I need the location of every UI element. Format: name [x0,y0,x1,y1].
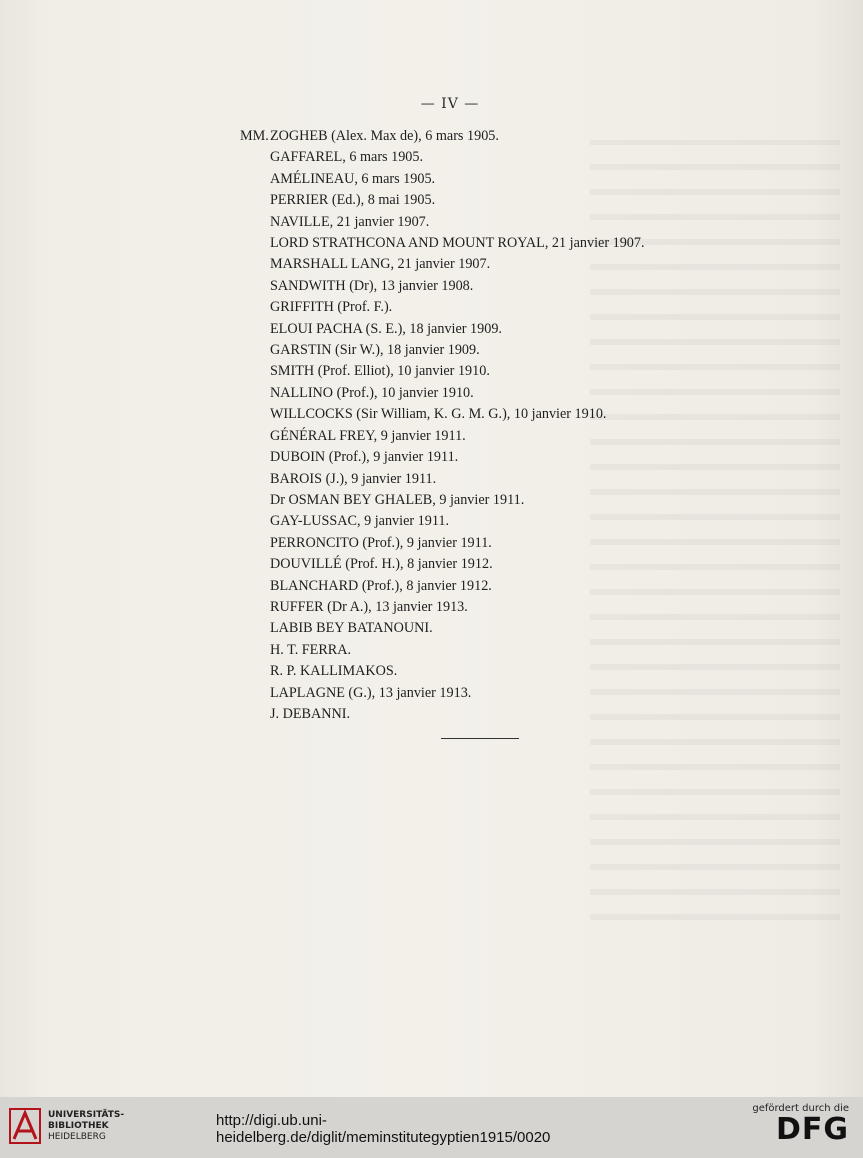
library-name-line: UNIVERSITÄTS- [48,1109,125,1120]
viewer-footer [0,1097,863,1158]
list-item: NALLINO (Prof.), 10 janvier 1910. [270,384,474,401]
list-item: GAFFAREL, 6 mars 1905. [270,149,424,166]
list-item: AMÉLINEAU, 6 mars 1905. [270,170,436,187]
list-item: LAPLAGNE (G.), 13 janvier 1913. [270,684,472,701]
list-item: SMITH (Prof. Elliot), 10 janvier 1910. [270,363,490,380]
list-item: WILLCOCKS (Sir William, K. G. M. G.), 10 janvier 1910. [270,406,607,423]
dfg-logo: DFG [775,1112,849,1147]
list-item: Dr OSMAN BEY GHALEB, 9 janvier 1911. [270,491,525,508]
library-name [48,1110,124,1143]
end-rule [441,738,519,739]
list-item: H. T. FERRA. [270,641,352,658]
list-item: DOUVILLÉ (Prof. H.), 8 janvier 1912. [270,556,493,573]
funder-badge[interactable] [752,1103,849,1146]
list-item: BLANCHARD (Prof.), 8 janvier 1912. [270,577,492,594]
list-item: LORD STRATHCONA AND MOUNT ROYAL, 21 janvier 1907. [270,235,645,252]
library-seal-icon [8,1105,42,1147]
library-name-line: HEIDELBERG [48,1131,106,1142]
list-item: GÉNÉRAL FREY, 9 janvier 1911. [270,427,466,444]
list-item: MM.ZOGHEB (Alex. Max de), 6 mars 1905. [240,126,645,147]
list-item: PERRIER (Ed.), 8 mai 1905. [270,192,436,209]
list-item: SANDWITH (Dr), 13 janvier 1908. [270,277,474,294]
list-item: MARSHALL LANG, 21 janvier 1907. [270,256,491,273]
list-item: R. P. KALLIMAKOS. [270,663,398,680]
library-logo[interactable] [8,1105,124,1147]
page-folio: — IV — [420,96,480,112]
list-item: GAY-LUSSAC, 9 janvier 1911. [270,513,450,530]
member-list [240,126,645,725]
list-item: PERRONCITO (Prof.), 9 janvier 1911. [270,534,492,551]
funding-text: gefördert durch die [752,1103,849,1114]
list-item: J. DEBANNI. [270,705,350,722]
list-item: NAVILLE, 21 janvier 1907. [270,213,430,230]
permalink-url[interactable]: http://digi.ub.uni-heidelberg.de/diglit/meminstitutegyptien1915/0020 [216,1112,551,1146]
list-item: LABIB BEY BATANOUNI. [270,620,433,637]
list-item: GARSTIN (Sir W.), 18 janvier 1909. [270,342,480,359]
list-item: BAROIS (J.), 9 janvier 1911. [270,470,437,487]
list-lead: MM. [240,128,269,144]
list-item: DUBOIN (Prof.), 9 janvier 1911. [270,449,459,466]
list-item: ELOUI PACHA (S. E.), 18 janvier 1909. [270,320,502,337]
library-name-line: BIBLIOTHEK [48,1120,109,1131]
list-item: GRIFFITH (Prof. F.). [270,299,393,316]
list-item: RUFFER (Dr A.), 13 janvier 1913. [270,598,468,615]
